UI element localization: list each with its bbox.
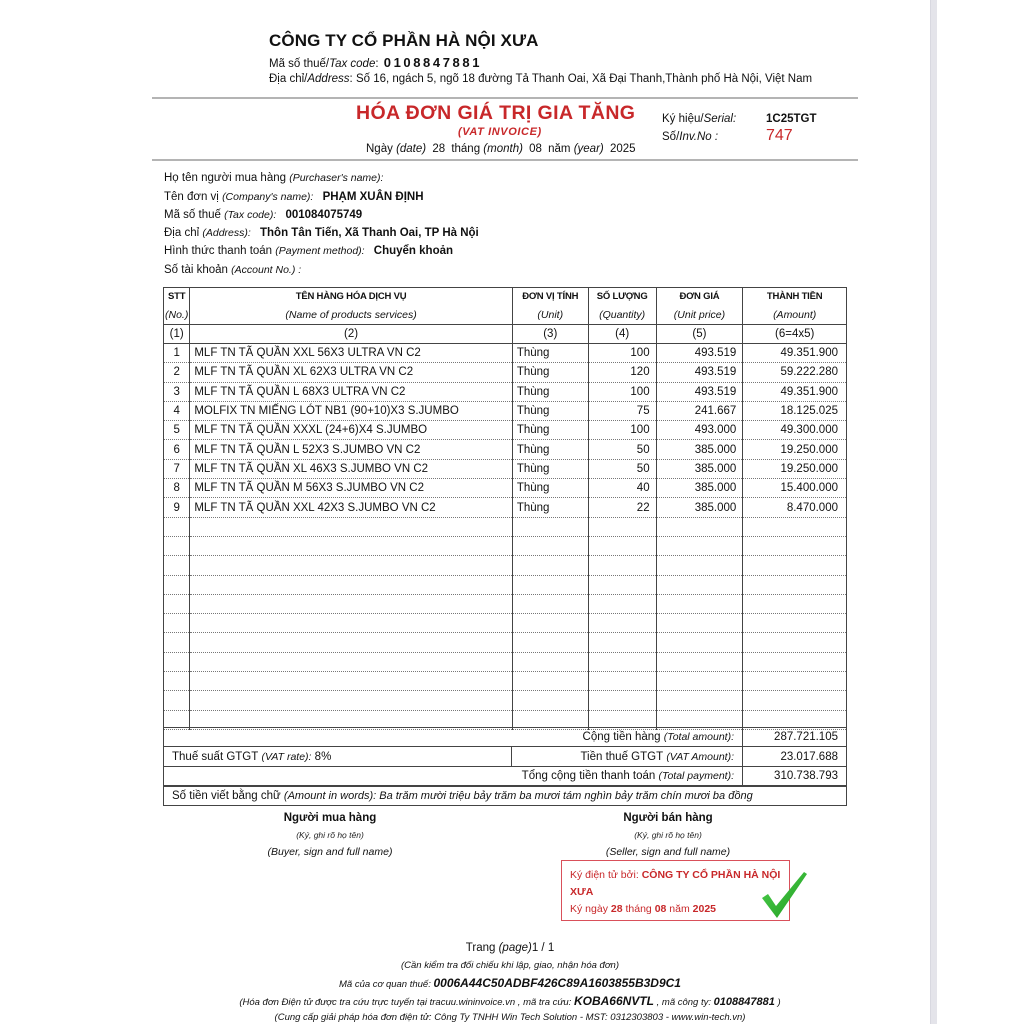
empty-table-row — [164, 517, 847, 536]
lookup-prefix: (Hóa đơn Điện tử được tra cứu trực tuyến tại tracuu.wininvoice.vn , mã tra cứu: — [239, 997, 572, 1008]
item-name: MLF TN TÃ QUẦN L 52X3 S.JUMBO VN C2 — [190, 440, 512, 459]
item-qty: 75 — [588, 401, 656, 420]
item-unit: Thùng — [512, 363, 588, 382]
empty-cell — [190, 672, 512, 691]
purchaser-label: Họ tên người mua hàng — [164, 172, 287, 184]
empty-cell — [656, 594, 743, 613]
invoice-subtitle: (VAT INVOICE) — [458, 126, 542, 138]
item-unit: Thùng — [512, 459, 588, 478]
buyer-signature-hint-en: (Buyer, sign and full name) — [267, 846, 393, 858]
empty-cell — [743, 536, 847, 555]
amount-in-words: Ba trăm mười triệu bảy trăm ba mươi tám nghìn bảy trăm chín mươi ba đồng — [379, 790, 753, 802]
col-header-price: ĐƠN GIÁ — [656, 288, 743, 306]
empty-cell — [190, 536, 512, 555]
empty-cell — [190, 633, 512, 652]
vat-rate-label: Thuế suất GTGT — [172, 750, 259, 763]
col-header-no-en: (No.) — [164, 306, 190, 325]
item-price: 493.519 — [656, 382, 743, 401]
item-no: 7 — [164, 459, 190, 478]
item-name: MLF TN TÃ QUẦN XXL 42X3 S.JUMBO VN C2 — [190, 498, 512, 517]
empty-cell — [656, 652, 743, 671]
buyer-tax-label-en: (Tax code): — [224, 209, 277, 221]
amount-in-words-label: Số tiền viết bằng chữ — [172, 790, 281, 802]
buyer-signature-hint: (Ký, ghi rõ họ tên) — [296, 830, 364, 840]
item-amount: 19.250.000 — [743, 459, 847, 478]
buyer-address-label-en: (Address): — [202, 227, 251, 239]
item-no: 2 — [164, 363, 190, 382]
item-qty: 50 — [588, 440, 656, 459]
company-code-label: , mã công ty: — [656, 997, 712, 1008]
col-header-name: TÊN HÀNG HÓA DỊCH VỤ — [190, 288, 512, 306]
buyer-company-line — [164, 191, 424, 203]
empty-cell — [656, 517, 743, 536]
item-qty: 100 — [588, 382, 656, 401]
buyer-tax-line — [164, 209, 362, 221]
page-indicator — [160, 942, 860, 954]
item-amount: 49.351.900 — [743, 344, 847, 363]
page-number: 1 / 1 — [531, 942, 555, 954]
item-price: 385.000 — [656, 440, 743, 459]
total-amount-label — [164, 728, 742, 746]
item-price: 385.000 — [656, 479, 743, 498]
item-name: MLF TN TÃ QUẦN L 68X3 ULTRA VN C2 — [190, 382, 512, 401]
col-header-qty: SỐ LƯỢNG — [588, 288, 656, 306]
buyer-address: Thôn Tân Tiến, Xã Thanh Oai, TP Hà Nội — [260, 227, 479, 239]
e-signature-year: 2025 — [692, 903, 717, 915]
checkmark-icon — [760, 870, 808, 920]
empty-cell — [743, 594, 847, 613]
e-signature-month-label: tháng — [625, 903, 652, 915]
item-no: 3 — [164, 382, 190, 401]
table-row — [164, 498, 847, 517]
empty-cell — [512, 517, 588, 536]
item-price: 493.519 — [656, 344, 743, 363]
empty-cell — [588, 594, 656, 613]
e-signature-box[interactable] — [561, 860, 790, 921]
date-month-label-en: (month) — [483, 143, 523, 155]
e-signature-signer — [570, 867, 789, 901]
invoice-number-label — [662, 131, 718, 143]
serial-label — [662, 113, 736, 125]
empty-cell — [190, 556, 512, 575]
total-payment: 310.738.793 — [742, 767, 846, 785]
item-amount: 18.125.025 — [743, 401, 847, 420]
item-unit: Thùng — [512, 440, 588, 459]
lookup-suffix: ) — [777, 997, 781, 1008]
date-year: 2025 — [609, 143, 636, 155]
item-no: 8 — [164, 479, 190, 498]
col-header-amount-en: (Amount) — [743, 306, 847, 325]
date-month: 08 — [529, 143, 542, 155]
item-qty: 50 — [588, 459, 656, 478]
vat-amount-label — [512, 747, 742, 766]
vat-amount: 23.017.688 — [742, 747, 846, 766]
buyer-address-line — [164, 227, 479, 239]
col-header-unit-en: (Unit) — [512, 306, 588, 325]
empty-cell — [164, 614, 190, 633]
lookup-code: KOBA66NVTL — [573, 994, 654, 1008]
buyer-tax-code: 001084075749 — [285, 209, 363, 221]
purchaser-label-en: (Purchaser's name): — [289, 172, 384, 184]
invoice-title: HÓA ĐƠN GIÁ TRỊ GIA TĂNG — [356, 102, 636, 124]
empty-cell — [190, 614, 512, 633]
empty-cell — [512, 633, 588, 652]
col-index-2: (2) — [190, 325, 512, 344]
item-unit: Thùng — [512, 479, 588, 498]
amount-in-words-row — [163, 786, 847, 806]
empty-cell — [588, 556, 656, 575]
page-label-en: (page) — [498, 942, 532, 954]
empty-cell — [190, 691, 512, 710]
item-unit: Thùng — [512, 344, 588, 363]
col-index-3: (3) — [512, 325, 588, 344]
payment-method-label-en: (Payment method): — [275, 245, 365, 257]
buyer-address-label: Địa chỉ — [164, 227, 200, 239]
empty-table-row — [164, 633, 847, 652]
table-row — [164, 440, 847, 459]
empty-cell — [164, 633, 190, 652]
vat-rate: 8% — [314, 750, 332, 763]
vat-amount-label-vi: Tiền thuế GTGT — [580, 750, 664, 763]
item-price: 493.000 — [656, 421, 743, 440]
item-no: 4 — [164, 401, 190, 420]
total-amount-label-en: (Total amount): — [663, 731, 734, 743]
seller-tax-label: Mã số thuế/ — [269, 58, 330, 70]
col-header-amount: THÀNH TIỀN — [743, 288, 847, 306]
item-name: MLF TN TÃ QUẦN M 56X3 S.JUMBO VN C2 — [190, 479, 512, 498]
col-header-no: STT — [164, 288, 190, 306]
amount-in-words-label-en: (Amount in words): — [283, 790, 377, 802]
seller-tax-line: Mã số thuế/Tax code: 0108847881 — [269, 55, 483, 70]
empty-cell — [164, 536, 190, 555]
items-table — [163, 287, 847, 730]
buyer-company-label-en: (Company's name): — [222, 191, 314, 203]
item-unit: Thùng — [512, 401, 588, 420]
empty-cell — [656, 536, 743, 555]
empty-cell — [512, 672, 588, 691]
seller-signature-hint-en: (Seller, sign and full name) — [605, 846, 731, 858]
buyer-account-line — [164, 264, 301, 276]
empty-table-row — [164, 594, 847, 613]
item-qty: 120 — [588, 363, 656, 382]
e-signature-date-prefix: Ký ngày — [570, 903, 608, 915]
col-header-price-en: (Unit price) — [656, 306, 743, 325]
item-unit: Thùng — [512, 498, 588, 517]
date-day: 28 — [432, 143, 446, 155]
divider-top — [152, 97, 858, 99]
empty-cell — [190, 652, 512, 671]
table-header-index-row — [164, 325, 847, 344]
empty-cell — [512, 652, 588, 671]
item-qty: 22 — [588, 498, 656, 517]
table-header-row — [164, 288, 847, 306]
item-price: 493.519 — [656, 363, 743, 382]
date-year-label-en: (year) — [573, 143, 604, 155]
empty-table-row — [164, 614, 847, 633]
lookup-line — [160, 994, 860, 1008]
table-row — [164, 363, 847, 382]
e-signature-label: Ký điện tử bởi: — [570, 869, 639, 881]
page-edge-scrollbar[interactable] — [930, 0, 937, 1024]
e-signature-month: 08 — [654, 903, 667, 915]
empty-cell — [190, 594, 512, 613]
empty-cell — [656, 575, 743, 594]
account-label-en: (Account No.) : — [231, 264, 302, 276]
empty-cell — [588, 652, 656, 671]
total-payment-label — [164, 767, 742, 785]
date-month-label: tháng — [451, 143, 481, 155]
seller-signature-block — [538, 812, 798, 858]
empty-cell — [588, 633, 656, 652]
seller-company-name: CÔNG TY CỔ PHẦN HÀ NỘI XƯA — [269, 31, 539, 50]
empty-table-row — [164, 536, 847, 555]
empty-cell — [743, 614, 847, 633]
item-no: 1 — [164, 344, 190, 363]
item-name: MLF TN TÃ QUẦN XL 46X3 S.JUMBO VN C2 — [190, 459, 512, 478]
table-row — [164, 421, 847, 440]
col-index-4: (4) — [588, 325, 656, 344]
item-amount: 8.470.000 — [743, 498, 847, 517]
empty-cell — [512, 691, 588, 710]
seller-tax-label-en: Tax code — [329, 58, 376, 70]
empty-cell — [743, 556, 847, 575]
item-amount: 19.250.000 — [743, 440, 847, 459]
empty-cell — [164, 556, 190, 575]
col-index-6: (6=4x5) — [743, 325, 847, 344]
buyer-signature-block — [200, 812, 460, 858]
empty-cell — [588, 517, 656, 536]
seller-address-line: Địa chỉ/Address: Số 16, ngách 5, ngõ 18 đường Tả Thanh Oai, Xã Đại Thanh,Thành phố Hà Nội, Việt Nam — [269, 73, 813, 85]
date-day-label-en: (date) — [396, 143, 427, 155]
empty-cell — [743, 691, 847, 710]
total-payment-label-en: (Total payment): — [658, 770, 734, 782]
col-header-qty-en: (Quantity) — [588, 306, 656, 325]
item-no: 5 — [164, 421, 190, 440]
empty-cell — [743, 575, 847, 594]
total-payment-row — [163, 767, 847, 786]
seller-address: Số 16, ngách 5, ngõ 18 đường Tả Thanh Oai, Xã Đại Thanh,Thành phố Hà Nội, Việt Nam — [355, 73, 813, 85]
footer-note: (Cần kiểm tra đối chiếu khi lập, giao, nhận hóa đơn) — [400, 960, 620, 971]
item-name: MOLFIX TN MIẾNG LÓT NB1 (90+10)X3 S.JUMBO — [190, 401, 512, 420]
empty-cell — [164, 672, 190, 691]
buyer-signature-title: Người mua hàng — [283, 812, 377, 824]
empty-cell — [512, 614, 588, 633]
provider-line: (Cung cấp giải pháp hóa đơn điện tử: Công Ty TNHH Win Tech Solution - MST: 0312303803 - www.win-tech.vn) — [274, 1012, 746, 1023]
item-name: MLF TN TÃ QUẦN XL 62X3 ULTRA VN C2 — [190, 363, 512, 382]
empty-cell — [588, 575, 656, 594]
buyer-company: PHẠM XUÂN ĐỊNH — [322, 191, 424, 203]
col-index-1: (1) — [164, 325, 190, 344]
vat-amount-label-en: (VAT Amount): — [666, 750, 734, 763]
empty-cell — [190, 575, 512, 594]
empty-cell — [656, 556, 743, 575]
empty-cell — [512, 556, 588, 575]
company-code: 0108847881 — [713, 996, 775, 1008]
item-name: MLF TN TÃ QUẦN XXXL (24+6)X4 S.JUMBO — [190, 421, 512, 440]
item-unit: Thùng — [512, 421, 588, 440]
account-label: Số tài khoản — [164, 264, 228, 276]
buyer-purchaser-line — [164, 172, 383, 184]
item-amount: 49.351.900 — [743, 382, 847, 401]
total-amount: 287.721.105 — [742, 728, 846, 746]
empty-cell — [512, 575, 588, 594]
col-index-5: (5) — [656, 325, 743, 344]
empty-cell — [164, 652, 190, 671]
empty-cell — [164, 517, 190, 536]
empty-cell — [743, 633, 847, 652]
seller-address-label-en: Address — [307, 73, 350, 85]
item-qty: 40 — [588, 479, 656, 498]
empty-cell — [588, 536, 656, 555]
table-row — [164, 401, 847, 420]
serial-label-en: Serial: — [703, 113, 737, 125]
table-row — [164, 344, 847, 363]
tax-authority-label: Mã của cơ quan thuế: — [339, 979, 431, 990]
invoice-number: 747 — [766, 127, 793, 144]
empty-cell — [656, 614, 743, 633]
e-signature-day: 28 — [610, 903, 623, 915]
empty-cell — [743, 652, 847, 671]
item-no: 6 — [164, 440, 190, 459]
item-price: 241.667 — [656, 401, 743, 420]
e-signature-company: CÔNG TY CỔ PHẦN HÀ NỘI XƯA — [570, 869, 781, 898]
vat-rate-cell — [164, 747, 512, 766]
empty-table-row — [164, 691, 847, 710]
empty-cell — [656, 672, 743, 691]
date-day-label: Ngày — [366, 143, 393, 155]
item-price: 385.000 — [656, 459, 743, 478]
empty-table-row — [164, 575, 847, 594]
seller-signature-hint: (Ký, ghi rõ họ tên) — [634, 830, 702, 840]
seller-tax-code: 0108847881 — [383, 55, 483, 70]
empty-cell — [588, 691, 656, 710]
total-amount-row — [163, 727, 847, 747]
col-header-name-en: (Name of products services) — [190, 306, 512, 325]
e-signature-year-label: năm — [669, 903, 690, 915]
e-signature-date — [570, 901, 789, 918]
buyer-tax-label: Mã số thuế — [164, 209, 221, 221]
table-row — [164, 382, 847, 401]
empty-table-row — [164, 556, 847, 575]
empty-cell — [164, 691, 190, 710]
item-price: 385.000 — [656, 498, 743, 517]
empty-cell — [190, 517, 512, 536]
divider-title — [152, 159, 858, 161]
table-header-en-row — [164, 306, 847, 325]
date-year-label: năm — [548, 143, 571, 155]
vat-row — [163, 747, 847, 767]
col-header-unit: ĐƠN VỊ TÍNH — [512, 288, 588, 306]
item-unit: Thùng — [512, 382, 588, 401]
tax-authority-code-line — [160, 976, 860, 990]
item-no: 9 — [164, 498, 190, 517]
empty-cell — [164, 575, 190, 594]
item-qty: 100 — [588, 421, 656, 440]
empty-cell — [656, 633, 743, 652]
seller-signature-title: Người bán hàng — [623, 812, 713, 824]
item-amount: 49.300.000 — [743, 421, 847, 440]
empty-cell — [588, 614, 656, 633]
empty-cell — [656, 691, 743, 710]
buyer-payment-line — [164, 245, 453, 257]
invoice-number-label-en: Inv.No : — [679, 131, 719, 143]
payment-method-label: Hình thức thanh toán — [164, 245, 273, 257]
serial-label-vi: Ký hiệu/ — [662, 113, 704, 125]
vat-rate-label-en: (VAT rate): — [261, 750, 312, 763]
table-body — [164, 344, 847, 730]
empty-cell — [512, 594, 588, 613]
empty-cell — [588, 672, 656, 691]
total-amount-label-vi: Cộng tiền hàng — [582, 731, 661, 743]
serial-value: 1C25TGT — [766, 113, 817, 125]
table-row — [164, 479, 847, 498]
buyer-company-label: Tên đơn vị — [164, 191, 219, 203]
seller-address-label: Địa chỉ/ — [269, 73, 308, 85]
empty-cell — [743, 517, 847, 536]
empty-cell — [164, 594, 190, 613]
invoice-date — [366, 143, 639, 155]
invoice-number-label-vi: Số/ — [662, 131, 680, 143]
empty-table-row — [164, 652, 847, 671]
page-label: Trang — [465, 942, 496, 954]
payment-method: Chuyển khoản — [373, 245, 454, 257]
item-qty: 100 — [588, 344, 656, 363]
table-row — [164, 459, 847, 478]
item-name: MLF TN TÃ QUẦN XXL 56X3 ULTRA VN C2 — [190, 344, 512, 363]
tax-authority-code: 0006A44C50ADBF426C89A1603855B3D9C1 — [433, 976, 681, 990]
total-payment-label-vi: Tổng cộng tiền thanh toán — [521, 770, 656, 782]
item-amount: 59.222.280 — [743, 363, 847, 382]
empty-table-row — [164, 672, 847, 691]
item-amount: 15.400.000 — [743, 479, 847, 498]
empty-cell — [512, 536, 588, 555]
empty-cell — [743, 672, 847, 691]
